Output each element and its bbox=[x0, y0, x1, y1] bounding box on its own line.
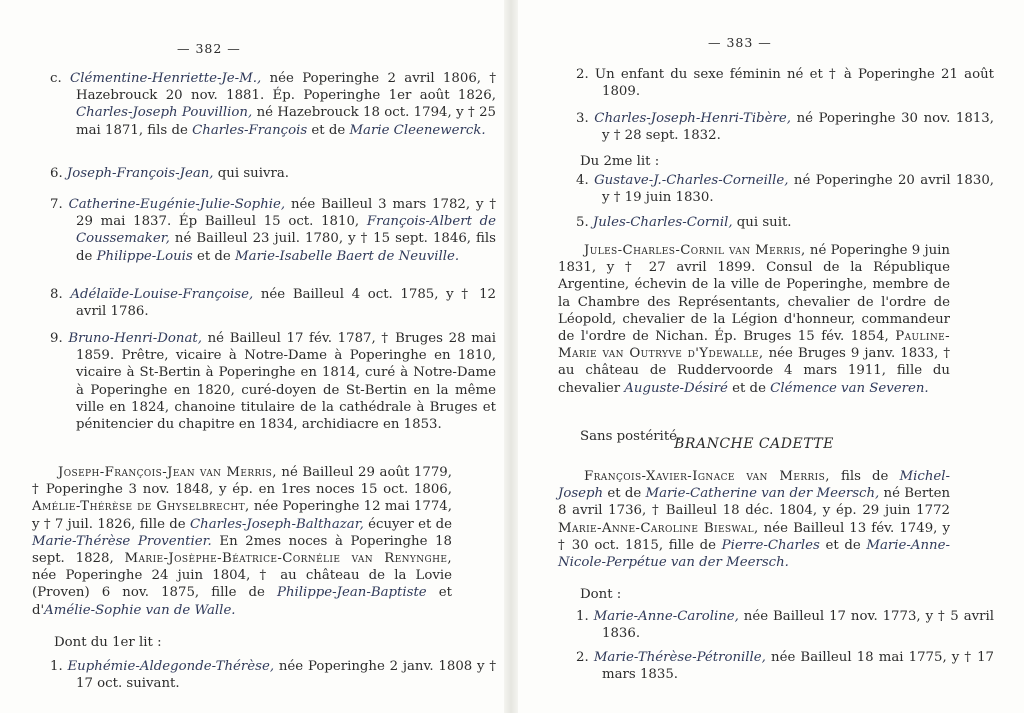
father-name: Charles-François bbox=[192, 122, 308, 138]
spouse-name: Marie-Anne-Caroline Bieswal, bbox=[558, 520, 759, 536]
entry-text: née Poperinghe 2 avril 1806, † Hazebrouck 20 nov. 1881. Ép. Poperinghe 1er août 1826, bbox=[76, 71, 496, 104]
spouse-name: Pauline-Marie van Outryve d'Ydewalle, bbox=[558, 329, 950, 362]
entry-e4 bbox=[558, 172, 994, 206]
entry-text: née Bailleul 17 nov. 1773, y † 5 avril 1836. bbox=[602, 609, 994, 642]
entry-text: qui suivra. bbox=[213, 166, 289, 181]
entry-text: née Poperinghe 24 juin 1804, † au château de la Lovie (Proven) 6 nov. 1875, fille de bbox=[32, 568, 452, 601]
entry-text: née Bailleul 13 fév. 1749, y † 30 oct. 1815, fille de bbox=[558, 520, 950, 553]
entry-text: né Bailleul 23 juil. 1780, y † 15 sept. 1846, fils de bbox=[76, 231, 496, 264]
entry-text: et de bbox=[603, 486, 646, 502]
entry-text: né Berten 8 avril 1736, † Bailleul 18 déc. 1804, y ép. 29 juin 1772 bbox=[558, 486, 951, 519]
person-name: Charles-Joseph-Henri-Tibère, bbox=[594, 111, 791, 126]
entry-text: née Bruges 9 janv. 1833, † au château de Ruddervoorde 4 mars 1911, fille du chevalier bbox=[558, 346, 950, 396]
person-name: Adélaïde-Louise-Françoise, bbox=[70, 287, 254, 302]
sans-posterite: Sans postérité. bbox=[580, 429, 682, 444]
entry-text: et de bbox=[192, 248, 236, 264]
father-name: Auguste-Désiré bbox=[624, 380, 728, 396]
entry-text: Un enfant du sexe féminin né et † à Poperinghe 21 août 1809. bbox=[594, 67, 995, 100]
father-name: Philippe-Jean-Baptiste bbox=[277, 585, 427, 601]
entry-f1 bbox=[558, 608, 994, 642]
entry-number: 4. bbox=[576, 173, 589, 188]
entry-text: et de bbox=[819, 537, 867, 553]
person-name: Clémentine-Henriette-Je-M., bbox=[70, 71, 262, 86]
person-name: Bruno-Henri-Donat, bbox=[68, 331, 202, 346]
entry-number: 3. bbox=[576, 111, 589, 126]
entry-e3 bbox=[558, 110, 994, 144]
entry-number: 7. bbox=[50, 197, 63, 212]
entry-text: né Hazebrouck 18 oct. 1794, y † 25 mai 1871, fils de bbox=[76, 105, 496, 138]
mother-name: Marie Cleenewerck. bbox=[349, 122, 486, 138]
right-page bbox=[558, 0, 995, 713]
entry-number: 9. bbox=[50, 331, 63, 346]
paragraph-joseph-francois-jean bbox=[32, 464, 452, 619]
entry-text: et de bbox=[727, 380, 771, 396]
mother-name: Marie-Isabelle Baert de Neuville. bbox=[235, 248, 460, 264]
entry-text: né Poperinghe 30 nov. 1813, y † 28 sept. 1832. bbox=[602, 111, 994, 144]
entry-number: 6. bbox=[50, 166, 63, 181]
section-heading: BRANCHE CADETTE bbox=[674, 436, 834, 452]
father-name: Philippe-Louis bbox=[96, 248, 193, 264]
entry-text: née Bailleul 3 mars 1782, y † 29 mai 1837. Ép Bailleul 15 oct. 1810, bbox=[76, 197, 497, 230]
book-gutter bbox=[504, 0, 518, 713]
entry-text: né Poperinghe 9 juin 1831, y † 27 avril 1899. Consul de la République Argentine, échevin de la ville de Poperinghe, membre de la Chambre des Représentants, chevalier de l'ordre de Léopold, chevalier de la Légion d'honneur, commandeur de l'ordre de Nichan. Ép. Bruges 15 fév. 1854, bbox=[558, 243, 951, 345]
entry-number: 2. bbox=[576, 67, 589, 82]
person-name: Marie-Thérèse-Pétronille, bbox=[593, 650, 766, 665]
entry-number: 8. bbox=[50, 287, 63, 302]
person-name: Gustave-J.-Charles-Corneille, bbox=[594, 173, 789, 188]
entry-number: 1. bbox=[50, 659, 63, 674]
entry-text: et d' bbox=[32, 585, 452, 618]
left-page bbox=[32, 0, 497, 713]
entry-text: fils de bbox=[829, 469, 900, 484]
entry-number: c. bbox=[50, 71, 62, 86]
entry-8 bbox=[32, 286, 496, 320]
children-heading: Dont du 1er lit : bbox=[54, 635, 162, 650]
entry-e1 bbox=[32, 658, 496, 692]
entry-text: qui suit. bbox=[732, 215, 792, 230]
children-heading-second: Du 2me lit : bbox=[580, 154, 660, 169]
entry-9 bbox=[32, 330, 496, 433]
person-name: Jules-Charles-Cornil, bbox=[592, 215, 733, 230]
entry-text: née Poperinghe 2 janv. 1808 y † 17 oct. suivant. bbox=[76, 659, 496, 692]
entry-7 bbox=[32, 196, 496, 265]
entry-number: 5. bbox=[576, 215, 589, 230]
entry-e5 bbox=[558, 214, 994, 231]
father-name: Charles-Joseph-Balthazar, bbox=[189, 516, 364, 532]
mother-name: Marie-Thérèse Proventier. bbox=[32, 533, 212, 549]
person-name: Marie-Anne-Caroline, bbox=[593, 609, 739, 624]
person-name: Joseph-François-Jean van Merris, bbox=[58, 465, 277, 480]
entry-f2 bbox=[558, 649, 994, 683]
spouse-name: François-Albert de Coussemaker, bbox=[76, 214, 497, 247]
person-name: Euphémie-Aldegonde-Thérèse, bbox=[67, 659, 275, 674]
entry-text: né Bailleul 17 fév. 1787, † Bruges 28 mai 1859. Prêtre, vicaire à Notre-Dame à Poperinghe en 1810, vicaire à St-Bertin à Poperinghe en 1814, curé à Notre-Dame à Poperinghe en 1820, curé-doyen de St-Bertin en la même ville en 1824, chanoine titulaire de la cathédrale à Bruges et pénitencier du chapitre en 1834, archidiacre en 1853. bbox=[76, 331, 496, 433]
mother-name: Clémence van Severen. bbox=[770, 380, 929, 396]
page-number-right: — 383 — bbox=[708, 35, 772, 50]
spouse-name: Amélie-Thérèse de Ghyselbrecht, bbox=[32, 499, 250, 515]
entry-text: né Poperinghe 20 avril 1830, y † 19 juin 1830. bbox=[602, 173, 994, 206]
person-name: François-Xavier-Ignace van Merris, bbox=[584, 469, 830, 484]
entry-e2 bbox=[558, 66, 994, 100]
entry-text: et de bbox=[307, 122, 350, 138]
entry-text: né Bailleul 29 août 1779, † Poperinghe 3 nov. 1848, y ép. en 1res noces 15 oct. 1806, bbox=[32, 465, 452, 498]
spouse-name: Marie-Josèphe-Béatrice-Cornélie van Renynghe, bbox=[124, 551, 452, 567]
entry-number: 2. bbox=[576, 650, 589, 665]
page-number-left: — 382 — bbox=[177, 41, 241, 56]
father-name: Michel-Joseph bbox=[558, 469, 950, 502]
paragraph-jules-charles-cornil bbox=[558, 242, 950, 397]
entry-text: En 2mes noces à Poperinghe 18 sept. 1828, bbox=[32, 533, 452, 567]
entry-number: 1. bbox=[576, 609, 589, 624]
paragraph-francois-xavier-ignace bbox=[558, 468, 950, 571]
children-heading-third: Dont : bbox=[580, 587, 622, 602]
entry-text: née Bailleul 18 mai 1775, y † 17 mars 1835. bbox=[602, 650, 994, 683]
entry-text: née Poperinghe 12 mai 1774, y † 7 juil. 1826, fille de bbox=[32, 499, 452, 532]
entry-text: écuyer et de bbox=[363, 516, 452, 532]
mother-name: Marie-Anne-Nicole-Perpétue van der Meersch. bbox=[558, 537, 950, 571]
person-name: Catherine-Eugénie-Julie-Sophie, bbox=[68, 197, 286, 212]
spouse-name: Charles-Joseph Pouvillion, bbox=[76, 105, 253, 121]
person-name: Joseph-François-Jean, bbox=[66, 166, 214, 181]
entry-text: née Bailleul 4 oct. 1785, y † 12 avril 1786. bbox=[76, 287, 496, 320]
mother-name: Marie-Catherine van der Meersch, bbox=[645, 486, 880, 502]
person-name: Jules-Charles-Cornil van Merris, bbox=[584, 243, 806, 258]
entry-c bbox=[32, 70, 496, 139]
father-name: Pierre-Charles bbox=[721, 537, 820, 553]
mother-name: Amélie-Sophie van de Walle. bbox=[44, 602, 236, 618]
entry-6 bbox=[32, 165, 496, 182]
